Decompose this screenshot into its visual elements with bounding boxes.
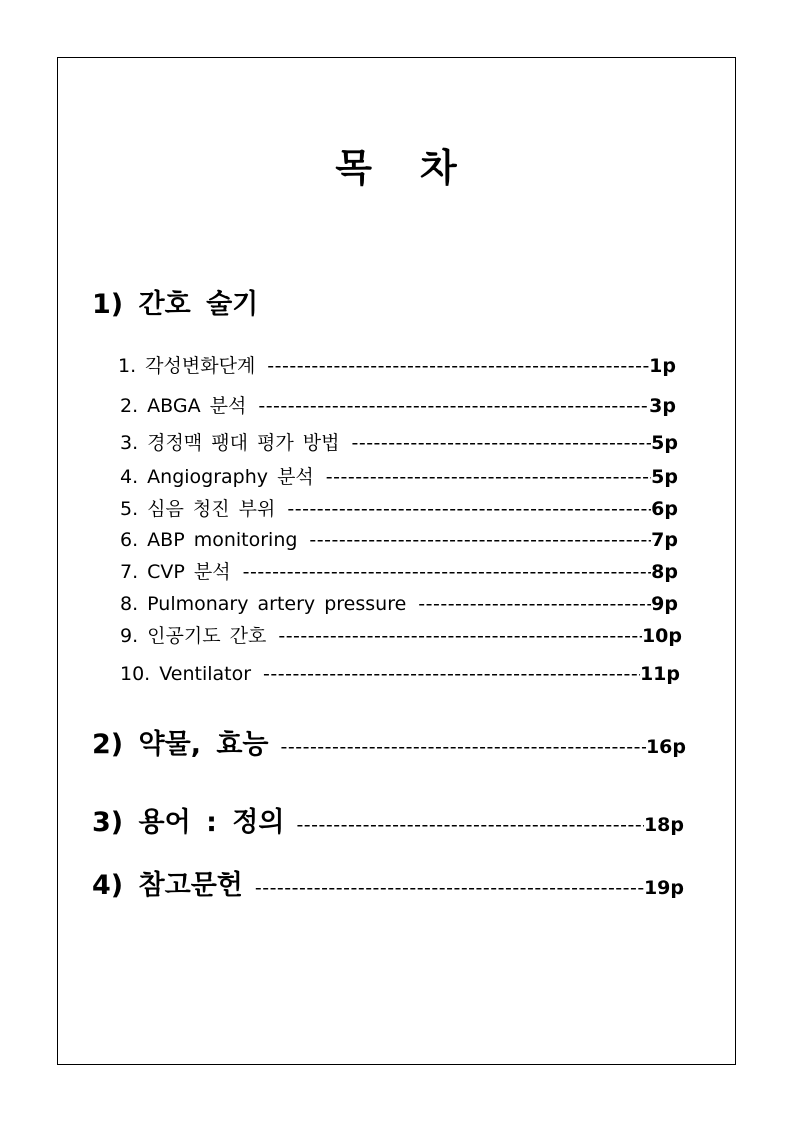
dot-leader — [263, 660, 640, 688]
toc-item[interactable] — [120, 590, 678, 618]
toc-item[interactable] — [120, 622, 682, 650]
toc-item-label: 9. 인공기도 간호 — [120, 625, 267, 647]
toc-item-page: 5p — [651, 466, 678, 488]
toc-section-label: 3) 용어 : 정의 — [92, 807, 285, 838]
dot-leader — [326, 463, 651, 491]
toc-item-label: 4. Angiography 분석 — [120, 466, 314, 488]
dot-leader — [243, 558, 652, 586]
toc-item-label: 1. 각성변화단계 — [118, 355, 256, 377]
section-heading-nursing-skills: 1) 간호 술기 — [92, 289, 259, 320]
toc-item-page: 9p — [651, 593, 678, 615]
toc-item[interactable] — [120, 495, 678, 523]
dot-leader — [287, 495, 651, 523]
dot-leader — [281, 727, 646, 767]
dot-leader — [418, 590, 651, 618]
dot-leader — [351, 429, 651, 457]
toc-section-page: 16p — [645, 736, 686, 758]
toc-item[interactable] — [120, 392, 676, 420]
toc-item-page: 5p — [651, 432, 678, 454]
toc-item-label: 10. Ventilator — [120, 663, 252, 685]
dot-leader — [258, 392, 649, 420]
toc-item[interactable] — [118, 352, 676, 380]
toc-item-label: 2. ABGA 분석 — [120, 395, 247, 417]
toc-item-page: 7p — [651, 529, 678, 551]
toc-item-label: 3. 경정맥 팽대 평가 방법 — [120, 432, 340, 454]
dot-leader — [278, 622, 642, 650]
dot-leader — [309, 526, 651, 554]
toc-item-page: 3p — [649, 395, 676, 417]
toc-item-label: 8. Pulmonary artery pressure — [120, 593, 407, 615]
dot-leader — [296, 805, 644, 845]
toc-section-label: 2) 약물, 효능 — [92, 729, 269, 760]
toc-section[interactable] — [92, 866, 684, 908]
toc-item-page: 10p — [641, 625, 682, 647]
dot-leader — [255, 868, 644, 908]
toc-item-page: 11p — [639, 663, 680, 685]
page-title-char-1: 목 — [335, 146, 374, 190]
toc-section[interactable] — [92, 725, 686, 767]
dot-leader — [267, 352, 649, 380]
toc-item-page: 1p — [649, 355, 676, 377]
toc-item[interactable] — [120, 558, 678, 586]
toc-item-label: 6. ABP monitoring — [120, 529, 298, 551]
page-title-char-2: 차 — [420, 146, 459, 190]
toc-item[interactable] — [120, 526, 678, 554]
toc-item[interactable] — [120, 429, 678, 457]
toc-item-page: 8p — [651, 561, 678, 583]
toc-item-label: 5. 심음 청진 부위 — [120, 498, 276, 520]
toc-section-page: 19p — [643, 877, 684, 899]
page-title — [0, 138, 794, 198]
toc-section-label: 4) 참고문헌 — [92, 870, 243, 901]
toc-item[interactable] — [120, 463, 678, 491]
toc-item[interactable] — [120, 660, 680, 688]
toc-item-label: 7. CVP 분석 — [120, 561, 231, 583]
toc-section-page: 18p — [643, 814, 684, 836]
toc-item-page: 6p — [651, 498, 678, 520]
toc-section[interactable] — [92, 803, 684, 845]
